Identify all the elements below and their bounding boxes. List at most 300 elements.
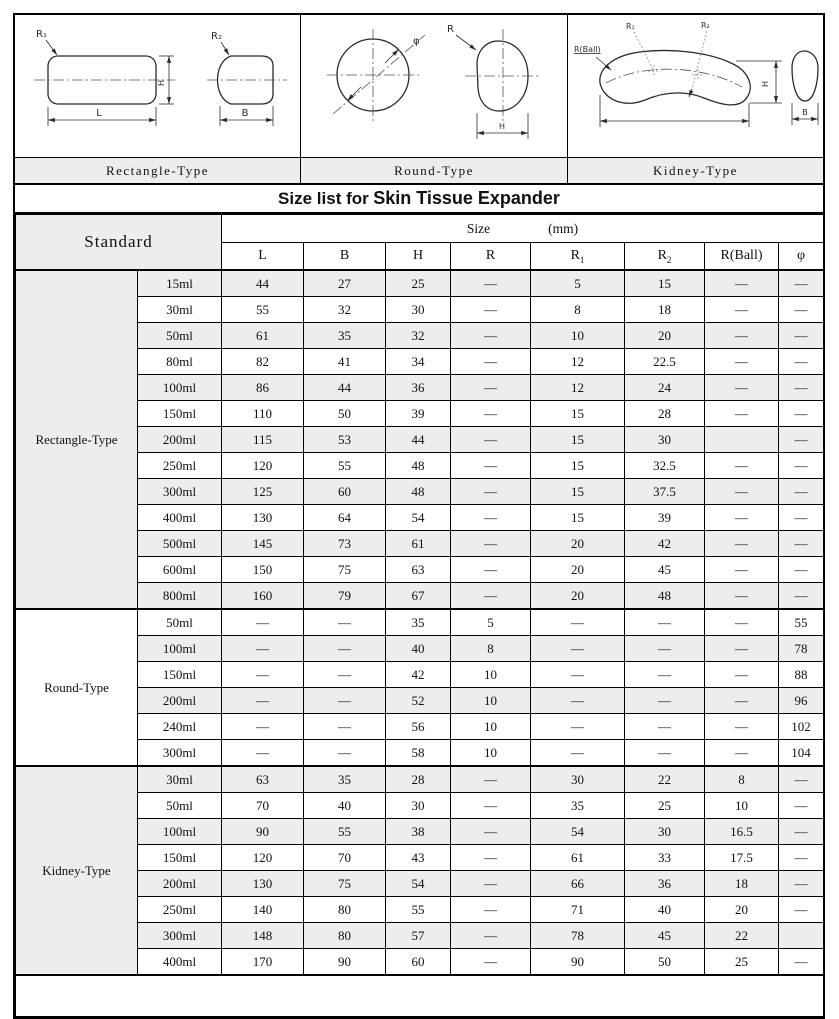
value-cell: 42: [625, 531, 705, 557]
value-cell: —: [531, 740, 625, 767]
value-cell: 10: [531, 323, 625, 349]
value-cell: 32: [386, 323, 451, 349]
column-header-h: H: [386, 243, 451, 271]
value-cell: 75: [304, 557, 386, 583]
value-cell: —: [531, 636, 625, 662]
table-row: [16, 270, 824, 297]
table-row: [16, 740, 824, 767]
value-cell: 15: [531, 453, 625, 479]
value-cell: 45: [625, 557, 705, 583]
value-cell: 48: [625, 583, 705, 610]
volume-cell: 400ml: [138, 505, 222, 531]
value-cell: 50: [625, 949, 705, 976]
value-cell: 25: [625, 793, 705, 819]
table-row: [16, 662, 824, 688]
table-row: [16, 609, 824, 636]
value-cell: 125: [222, 479, 304, 505]
value-cell: 35: [531, 793, 625, 819]
value-cell: —: [705, 375, 779, 401]
value-cell: —: [451, 845, 531, 871]
table-row: [16, 323, 824, 349]
value-cell: —: [779, 897, 824, 923]
value-cell: —: [705, 349, 779, 375]
value-cell: —: [304, 636, 386, 662]
volume-cell: 50ml: [138, 323, 222, 349]
table-row: [16, 688, 824, 714]
value-cell: 15: [531, 479, 625, 505]
value-cell: 30: [625, 819, 705, 845]
value-cell: 15: [625, 270, 705, 297]
kidney-height-dim-label: H: [761, 80, 770, 88]
value-cell: 10: [451, 714, 531, 740]
value-cell: —: [705, 714, 779, 740]
value-cell: 10: [705, 793, 779, 819]
table-row: [16, 949, 824, 976]
value-cell: 8: [531, 297, 625, 323]
value-cell: 60: [304, 479, 386, 505]
value-cell: —: [779, 270, 824, 297]
value-cell: —: [531, 688, 625, 714]
table-row: [16, 793, 824, 819]
value-cell: —: [304, 609, 386, 636]
value-cell: 90: [304, 949, 386, 976]
value-cell: 24: [625, 375, 705, 401]
value-cell: —: [779, 871, 824, 897]
value-cell: 57: [386, 923, 451, 949]
value-cell: 90: [222, 819, 304, 845]
value-cell: —: [705, 662, 779, 688]
title-prefix: Size list for: [278, 189, 369, 208]
value-cell: —: [779, 297, 824, 323]
value-cell: —: [779, 453, 824, 479]
value-cell: 17.5: [705, 845, 779, 871]
volume-cell: 250ml: [138, 453, 222, 479]
value-cell: —: [779, 949, 824, 976]
volume-cell: 200ml: [138, 688, 222, 714]
value-cell: 15: [531, 427, 625, 453]
volume-cell: 200ml: [138, 871, 222, 897]
value-cell: 86: [222, 375, 304, 401]
value-cell: 50: [304, 401, 386, 427]
value-cell: 35: [304, 323, 386, 349]
r2-label: R₂: [211, 31, 222, 42]
value-cell: —: [705, 609, 779, 636]
value-cell: 20: [531, 583, 625, 610]
table-row: [16, 427, 824, 453]
value-cell: 148: [222, 923, 304, 949]
value-cell: 80: [304, 923, 386, 949]
r1-label: R₁: [36, 29, 47, 40]
value-cell: 15: [531, 401, 625, 427]
column-header-r: R: [451, 243, 531, 271]
value-cell: —: [451, 427, 531, 453]
value-cell: 20: [531, 557, 625, 583]
radius-label: R: [447, 24, 454, 35]
value-cell: —: [705, 401, 779, 427]
table-row: [16, 401, 824, 427]
value-cell: 12: [531, 375, 625, 401]
column-header-r2: $R_2$: [625, 243, 705, 271]
value-cell: 18: [705, 871, 779, 897]
value-cell: —: [705, 323, 779, 349]
type-cell-rectangle-type: Rectangle-Type: [16, 270, 138, 609]
table-row: [16, 897, 824, 923]
value-cell: 40: [386, 636, 451, 662]
value-cell: —: [531, 714, 625, 740]
table-row: [16, 923, 824, 949]
value-cell: —: [304, 688, 386, 714]
rectangle-type-drawing: [15, 15, 300, 157]
value-cell: 43: [386, 845, 451, 871]
value-cell: —: [222, 740, 304, 767]
value-cell: 90: [531, 949, 625, 976]
value-cell: —: [705, 740, 779, 767]
value-cell: —: [705, 297, 779, 323]
table-row: [16, 871, 824, 897]
value-cell: 30: [386, 793, 451, 819]
value-cell: 44: [386, 427, 451, 453]
value-cell: 73: [304, 531, 386, 557]
value-cell: 54: [386, 871, 451, 897]
volume-cell: 100ml: [138, 819, 222, 845]
value-cell: —: [705, 583, 779, 610]
value-cell: —: [222, 636, 304, 662]
size-header-label: Size: [466, 220, 491, 236]
value-cell: 60: [386, 949, 451, 976]
value-cell: 150: [222, 557, 304, 583]
value-cell: —: [705, 688, 779, 714]
value-cell: —: [625, 740, 705, 767]
table-row: [16, 349, 824, 375]
value-cell: 35: [386, 609, 451, 636]
value-cell: —: [779, 766, 824, 793]
value-cell: 61: [222, 323, 304, 349]
size-table: [15, 214, 824, 1017]
value-cell: —: [705, 557, 779, 583]
value-cell: —: [531, 609, 625, 636]
value-cell: 20: [625, 323, 705, 349]
width-dim-label: B: [241, 108, 249, 119]
table-row: [16, 845, 824, 871]
type-cell-kidney-type: Kidney-Type: [16, 766, 138, 975]
value-cell: —: [451, 793, 531, 819]
table-row: [16, 505, 824, 531]
value-cell: —: [451, 270, 531, 297]
value-cell: 30: [625, 427, 705, 453]
value-cell: 104: [779, 740, 824, 767]
value-cell: 36: [625, 871, 705, 897]
volume-cell: 50ml: [138, 609, 222, 636]
value-cell: 71: [531, 897, 625, 923]
value-cell: —: [779, 427, 824, 453]
value-cell: 115: [222, 427, 304, 453]
value-cell: —: [451, 557, 531, 583]
value-cell: 34: [386, 349, 451, 375]
volume-cell: 300ml: [138, 740, 222, 767]
value-cell: —: [451, 375, 531, 401]
unit-header-label: (mm): [548, 220, 579, 236]
value-cell: —: [451, 871, 531, 897]
value-cell: 55: [304, 453, 386, 479]
volume-cell: 300ml: [138, 479, 222, 505]
value-cell: 102: [779, 714, 824, 740]
value-cell: 20: [531, 531, 625, 557]
value-cell: —: [779, 401, 824, 427]
title-product: Skin Tissue Expander: [373, 188, 560, 208]
value-cell: —: [222, 688, 304, 714]
volume-cell: 400ml: [138, 949, 222, 976]
value-cell: 30: [531, 766, 625, 793]
value-cell: 38: [386, 819, 451, 845]
kidney-type-panel: [568, 15, 823, 157]
volume-cell: 150ml: [138, 401, 222, 427]
value-cell: —: [451, 453, 531, 479]
value-cell: 53: [304, 427, 386, 453]
value-cell: 56: [386, 714, 451, 740]
value-cell: —: [705, 505, 779, 531]
value-cell: 39: [386, 401, 451, 427]
value-cell: 37.5: [625, 479, 705, 505]
volume-cell: 600ml: [138, 557, 222, 583]
volume-cell: 800ml: [138, 583, 222, 610]
volume-cell: 250ml: [138, 897, 222, 923]
value-cell: —: [705, 270, 779, 297]
value-cell: —: [451, 349, 531, 375]
standard-header: Standard: [16, 215, 222, 271]
value-cell: 88: [779, 662, 824, 688]
value-cell: 44: [222, 270, 304, 297]
value-cell: 82: [222, 349, 304, 375]
volume-cell: 50ml: [138, 793, 222, 819]
value-cell: 33: [625, 845, 705, 871]
empty-footer-cell: [16, 975, 824, 1017]
value-cell: —: [625, 609, 705, 636]
value-cell: 30: [386, 297, 451, 323]
value-cell: —: [451, 323, 531, 349]
volume-cell: 30ml: [138, 766, 222, 793]
round-type-panel: [301, 15, 568, 157]
volume-cell: 80ml: [138, 349, 222, 375]
rball-label: R(Ball): [574, 45, 601, 54]
volume-cell: 100ml: [138, 636, 222, 662]
value-cell: 35: [304, 766, 386, 793]
value-cell: —: [625, 662, 705, 688]
value-cell: 78: [779, 636, 824, 662]
table-body: [16, 270, 824, 1017]
value-cell: 22: [625, 766, 705, 793]
value-cell: 22: [705, 923, 779, 949]
value-cell: 18: [625, 297, 705, 323]
value-cell: —: [222, 662, 304, 688]
column-header-rball: R(Ball): [705, 243, 779, 271]
drawings-strip: [15, 15, 823, 157]
value-cell: —: [304, 662, 386, 688]
caption-rectangle-type: Rectangle-Type: [15, 158, 301, 183]
value-cell: [705, 427, 779, 453]
size-list-sheet: [13, 13, 825, 1019]
value-cell: —: [779, 323, 824, 349]
value-cell: 61: [386, 531, 451, 557]
empty-footer-row: [16, 975, 824, 1017]
value-cell: 8: [451, 636, 531, 662]
value-cell: —: [779, 557, 824, 583]
value-cell: 40: [304, 793, 386, 819]
value-cell: 79: [304, 583, 386, 610]
value-cell: 27: [304, 270, 386, 297]
value-cell: 64: [304, 505, 386, 531]
value-cell: 39: [625, 505, 705, 531]
value-cell: —: [451, 949, 531, 976]
table-row: [16, 636, 824, 662]
value-cell: —: [705, 531, 779, 557]
value-cell: —: [779, 793, 824, 819]
volume-cell: 150ml: [138, 662, 222, 688]
value-cell: —: [531, 662, 625, 688]
value-cell: 55: [386, 897, 451, 923]
value-cell: 48: [386, 453, 451, 479]
value-cell: 10: [451, 740, 531, 767]
value-cell: 20: [705, 897, 779, 923]
value-cell: —: [779, 349, 824, 375]
table-row: [16, 583, 824, 610]
value-cell: —: [222, 609, 304, 636]
value-cell: 96: [779, 688, 824, 714]
table-row: [16, 557, 824, 583]
value-cell: 130: [222, 871, 304, 897]
value-cell: 28: [386, 766, 451, 793]
value-cell: 54: [531, 819, 625, 845]
column-header-l: L: [222, 243, 304, 271]
value-cell: 75: [304, 871, 386, 897]
value-cell: 160: [222, 583, 304, 610]
value-cell: 32: [304, 297, 386, 323]
value-cell: —: [451, 297, 531, 323]
table-row: [16, 531, 824, 557]
value-cell: —: [705, 453, 779, 479]
value-cell: 120: [222, 845, 304, 871]
value-cell: —: [451, 505, 531, 531]
value-cell: 120: [222, 453, 304, 479]
value-cell: 110: [222, 401, 304, 427]
value-cell: 15: [531, 505, 625, 531]
value-cell: 36: [386, 375, 451, 401]
value-cell: —: [222, 714, 304, 740]
table-row: [16, 479, 824, 505]
value-cell: 145: [222, 531, 304, 557]
round-height-dim-label: H: [498, 122, 506, 131]
table-row: [16, 714, 824, 740]
value-cell: —: [705, 636, 779, 662]
value-cell: 63: [222, 766, 304, 793]
value-cell: —: [451, 897, 531, 923]
value-cell: 45: [625, 923, 705, 949]
value-cell: —: [451, 766, 531, 793]
volume-cell: 150ml: [138, 845, 222, 871]
value-cell: 10: [451, 688, 531, 714]
value-cell: 12: [531, 349, 625, 375]
kidney-r1-label: R₁: [626, 22, 635, 31]
value-cell: 16.5: [705, 819, 779, 845]
value-cell: 55: [222, 297, 304, 323]
value-cell: 130: [222, 505, 304, 531]
value-cell: 170: [222, 949, 304, 976]
value-cell: 40: [625, 897, 705, 923]
value-cell: 32.5: [625, 453, 705, 479]
value-cell: 66: [531, 871, 625, 897]
value-cell: 22.5: [625, 349, 705, 375]
volume-cell: 300ml: [138, 923, 222, 949]
height-dim-label: H: [157, 79, 166, 87]
diameter-label: φ: [413, 36, 420, 47]
volume-cell: 15ml: [138, 270, 222, 297]
value-cell: 67: [386, 583, 451, 610]
table-row: [16, 453, 824, 479]
value-cell: —: [625, 688, 705, 714]
kidney-width-dim-label: B: [802, 108, 808, 117]
value-cell: 25: [386, 270, 451, 297]
kidney-type-drawing: [568, 15, 823, 157]
caption-strip: [15, 157, 823, 185]
value-cell: —: [779, 375, 824, 401]
caption-round-type: Round-Type: [301, 158, 568, 183]
value-cell: —: [625, 714, 705, 740]
value-cell: —: [625, 636, 705, 662]
value-cell: 52: [386, 688, 451, 714]
value-cell: 61: [531, 845, 625, 871]
volume-cell: 240ml: [138, 714, 222, 740]
value-cell: —: [304, 714, 386, 740]
value-cell: 10: [451, 662, 531, 688]
value-cell: —: [451, 819, 531, 845]
value-cell: —: [779, 479, 824, 505]
page-title: [15, 185, 823, 214]
value-cell: —: [779, 845, 824, 871]
value-cell: —: [779, 583, 824, 610]
volume-cell: 30ml: [138, 297, 222, 323]
value-cell: 58: [386, 740, 451, 767]
volume-cell: 100ml: [138, 375, 222, 401]
value-cell: 8: [705, 766, 779, 793]
value-cell: 42: [386, 662, 451, 688]
value-cell: 140: [222, 897, 304, 923]
value-cell: 5: [451, 609, 531, 636]
volume-cell: 500ml: [138, 531, 222, 557]
caption-kidney-type: Kidney-Type: [653, 163, 738, 178]
round-type-drawing: [301, 15, 567, 157]
value-cell: —: [705, 479, 779, 505]
value-cell: —: [451, 401, 531, 427]
value-cell: 55: [304, 819, 386, 845]
value-cell: —: [451, 531, 531, 557]
value-cell: —: [779, 505, 824, 531]
size-mm-header: [222, 215, 824, 243]
column-header-b: B: [304, 243, 386, 271]
value-cell: 25: [705, 949, 779, 976]
value-cell: [779, 923, 824, 949]
value-cell: 48: [386, 479, 451, 505]
value-cell: —: [451, 923, 531, 949]
value-cell: —: [779, 819, 824, 845]
column-header-r1: $R_1$: [531, 243, 625, 271]
value-cell: 55: [779, 609, 824, 636]
table-row: [16, 297, 824, 323]
value-cell: 5: [531, 270, 625, 297]
value-cell: 44: [304, 375, 386, 401]
volume-cell: 200ml: [138, 427, 222, 453]
value-cell: 70: [304, 845, 386, 871]
type-cell-round-type: Round-Type: [16, 609, 138, 766]
value-cell: —: [451, 479, 531, 505]
